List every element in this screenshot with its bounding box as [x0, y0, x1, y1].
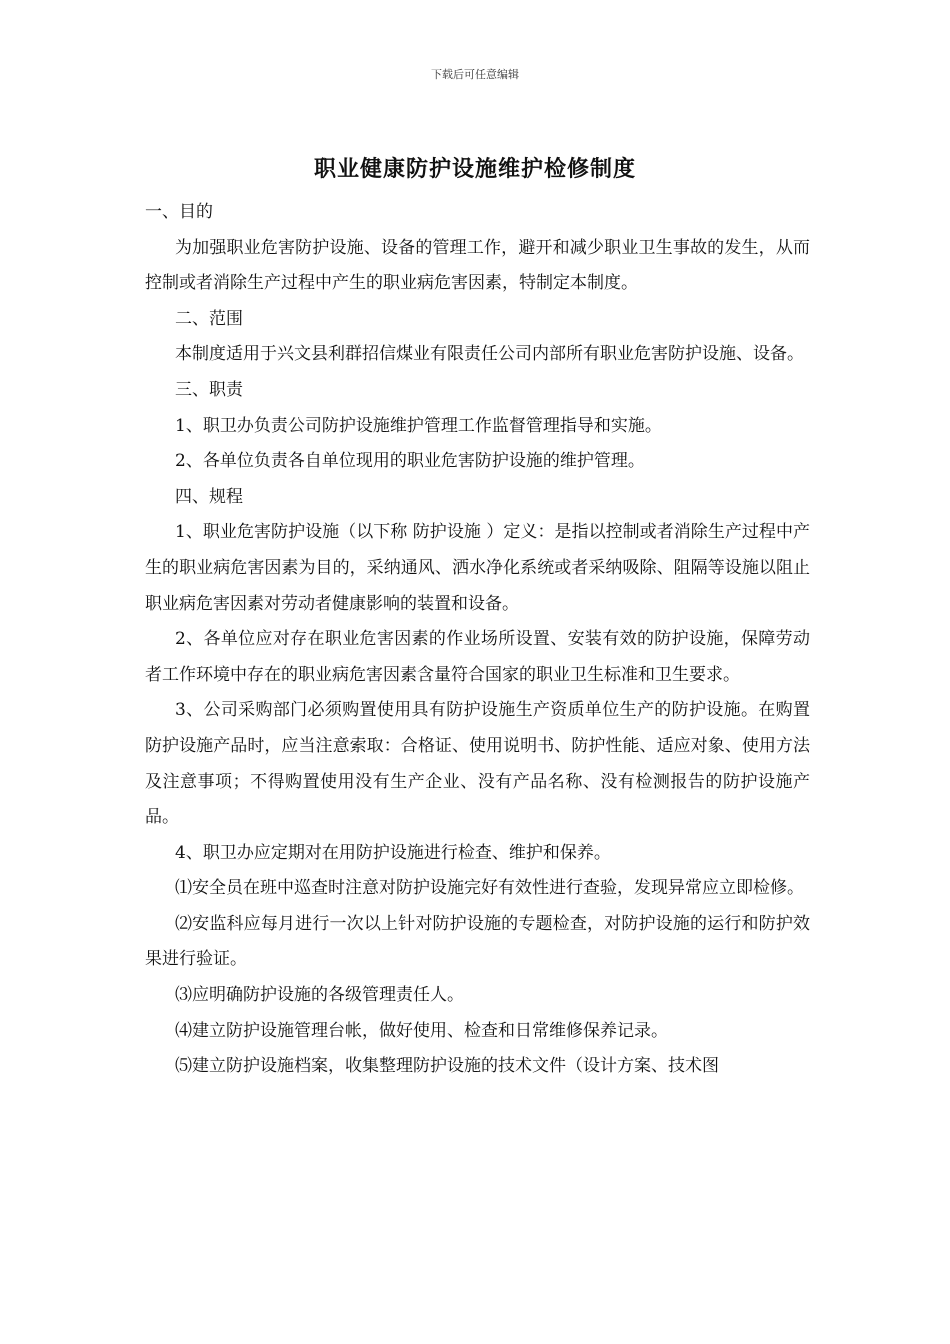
paragraph: ⑵安监科应每月进行一次以上针对防护设施的专题检查，对防护设施的运行和防护效果进行验证。: [145, 913, 810, 970]
paragraph: 1、职业危害防护设施（以下称 防护设施 ）定义：是指以控制或者消除生产过程中产生的职业病危害因素为目的，采纳通风、洒水净化系统或者采纳吸除、阻隔等设施以阻止职业病危害因素对劳动者健康影响的装置和设备。: [145, 522, 810, 614]
paragraph: 4、职卫办应定期对在用防护设施进行检查、维护和保养。: [175, 842, 611, 863]
paragraph: 3、公司采购部门必须购置使用具有防护设施生产资质单位生产的防护设施。在购置防护设施产品时，应当注意索取：合格证、使用说明书、防护性能、适应对象、使用方法及注意事项；不得购置使用没有生产企业、没有产品名称、没有检测报告的防护设施产品。: [145, 700, 810, 828]
paragraph: ⑶应明确防护设施的各级管理责任人。: [175, 985, 464, 1006]
page-title: 职业健康防护设施维护检修制度: [313, 156, 636, 182]
paragraph: ⑴安全员在班中巡查时注意对防护设施完好有效性进行查验，发现异常应立即检修。: [175, 878, 804, 899]
paragraph: ⑷建立防护设施管理台帐，做好使用、检查和日常维修保养记录。: [175, 1020, 668, 1041]
paragraph: 1、职卫办负责公司防护设施维护管理工作监督管理指导和实施。: [175, 415, 662, 436]
document-body: [145, 195, 810, 1085]
paragraph: 2、各单位负责各自单位现用的职业危害防护设施的维护管理。: [175, 451, 645, 472]
section-heading-duties: 三、职责: [175, 379, 243, 400]
paragraph: 本制度适用于兴文县利群招信煤业有限责任公司内部所有职业危害防护设施、设备。: [175, 344, 804, 365]
header-note: 下载后可任意编辑: [431, 68, 519, 81]
section-heading-purpose: 一、目的: [145, 202, 213, 222]
section-heading-procedures: 四、规程: [175, 486, 243, 507]
paragraph: 2、各单位应对存在职业危害因素的作业场所设置、安装有效的防护设施，保障劳动者工作环境中存在的职业病危害因素含量符合国家的职业卫生标准和卫生要求。: [145, 629, 810, 685]
section-heading-scope: 二、范围: [175, 308, 243, 329]
paragraph: 为加强职业危害防护设施、设备的管理工作，避开和减少职业卫生事故的发生，从而控制或者消除生产过程中产生的职业病危害因素，特制定本制度。: [145, 237, 810, 294]
paragraph: ⑸建立防护设施档案，收集整理防护设施的技术文件（设计方案、技术图: [175, 1056, 719, 1077]
